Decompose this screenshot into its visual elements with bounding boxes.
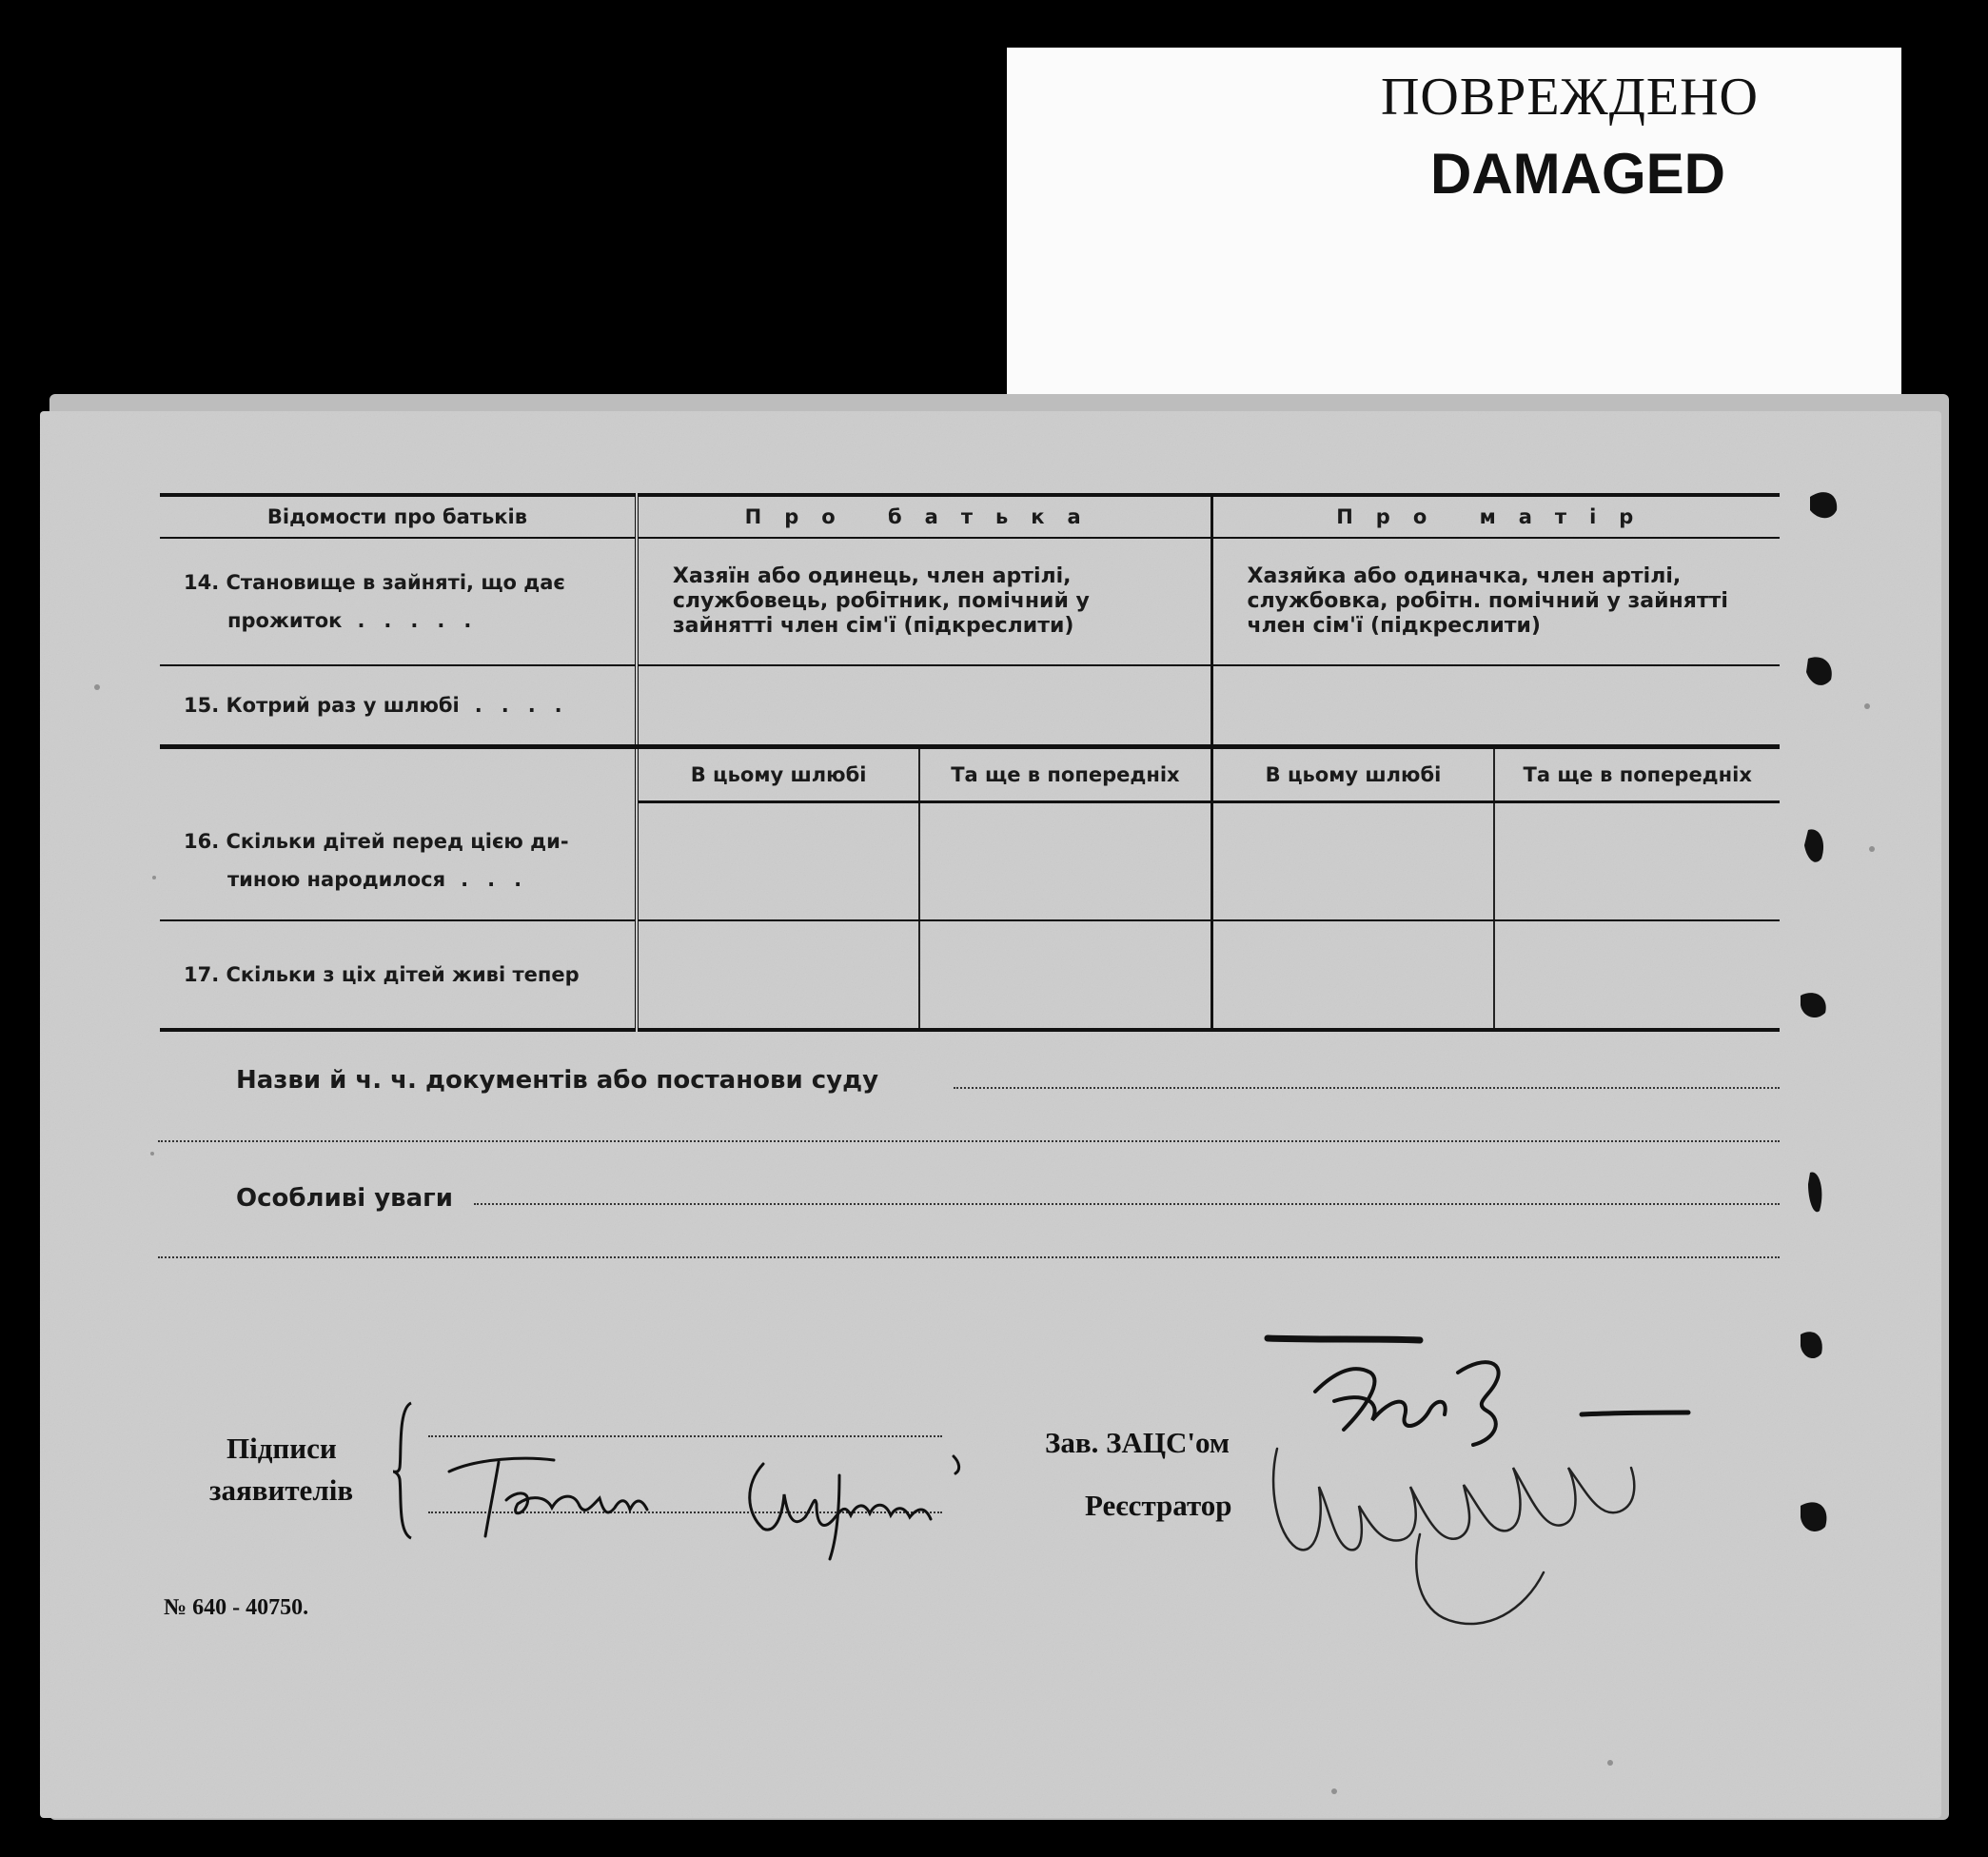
remarks-line[interactable] <box>474 1203 1780 1205</box>
official-signatures-icon <box>1258 1315 1791 1649</box>
row14-label: 14. Становище в зайняті, що дає прожиток ..... <box>160 538 637 665</box>
row17-cell[interactable] <box>1211 920 1494 1030</box>
row17-cell[interactable] <box>637 920 919 1030</box>
row16-cell[interactable] <box>1211 802 1494 921</box>
head-zags-label: Зав. ЗАЦС'ом <box>1045 1426 1230 1459</box>
applicants-signatures-label-2: заявителів <box>209 1473 354 1507</box>
header-mother: Про матір <box>1211 495 1780 538</box>
applicant-signature-icon <box>440 1437 1087 1571</box>
row16-cell[interactable] <box>919 802 1211 921</box>
subheader-father-this-marriage: В цьому шлюбі <box>637 747 919 802</box>
header-father: Про батька <box>637 495 1211 538</box>
table-row-15 <box>160 665 1780 747</box>
row17-cell[interactable] <box>919 920 1211 1030</box>
registrar-label: Реєстратор <box>1085 1489 1232 1522</box>
remarks-label: Особливі уваги <box>236 1184 453 1213</box>
row17-label: 17. Скільки з ціх дітей живі тепер <box>160 920 637 1030</box>
row14-father-options[interactable]: Хазяїн або одинець, член артілі, службовець, робітник, помічний у зайнятті член сім'ї (підкреслити) <box>637 538 1211 665</box>
row16-cell[interactable] <box>1494 802 1780 921</box>
row16-label: 16. Скільки дітей перед цією ди- тиною народилося ... <box>160 802 637 921</box>
brace-icon <box>390 1399 415 1542</box>
row16-cell[interactable] <box>637 802 919 921</box>
damaged-label-en: DAMAGED <box>1430 142 1725 206</box>
documents-label: Назви й ч. ч. документів або постанови суду <box>236 1066 879 1095</box>
row14-mother-options[interactable]: Хазяйка або одиначка, член артілі, службовка, робітн. помічний у зайнятті член сім'ї (підкреслити) <box>1211 538 1780 665</box>
row17-cell[interactable] <box>1494 920 1780 1030</box>
row15-mother-value[interactable] <box>1211 665 1780 747</box>
documents-line-2[interactable] <box>158 1140 1780 1142</box>
remarks-line-2[interactable] <box>158 1256 1780 1258</box>
document-number: № 640 - 40750. <box>164 1595 309 1620</box>
row15-label: 15. Котрий раз у шлюбі .... <box>160 665 637 747</box>
form-sheet <box>40 411 1941 1818</box>
table-row-17 <box>160 920 1780 1030</box>
table-subheader-row <box>160 747 1780 802</box>
row15-father-value[interactable] <box>637 665 1211 747</box>
header-parents-info: Відомости про батьків <box>160 495 637 538</box>
subheader-mother-previous: Та ще в попередніх <box>1494 747 1780 802</box>
damaged-label-card <box>1007 48 1901 400</box>
binding-holes-icon <box>1772 411 1886 1818</box>
table-row-14 <box>160 538 1780 665</box>
documents-line[interactable] <box>954 1087 1780 1089</box>
damaged-label-ru: ПОВРЕЖДЕНО <box>1380 68 1759 127</box>
parents-info-table <box>160 493 1780 1032</box>
subheader-mother-this-marriage: В цьому шлюбі <box>1211 747 1494 802</box>
applicants-signatures-label: Підписи <box>226 1432 337 1465</box>
subheader-father-previous: Та ще в попередніх <box>919 747 1211 802</box>
table-header-row <box>160 495 1780 538</box>
table-row-16 <box>160 802 1780 921</box>
